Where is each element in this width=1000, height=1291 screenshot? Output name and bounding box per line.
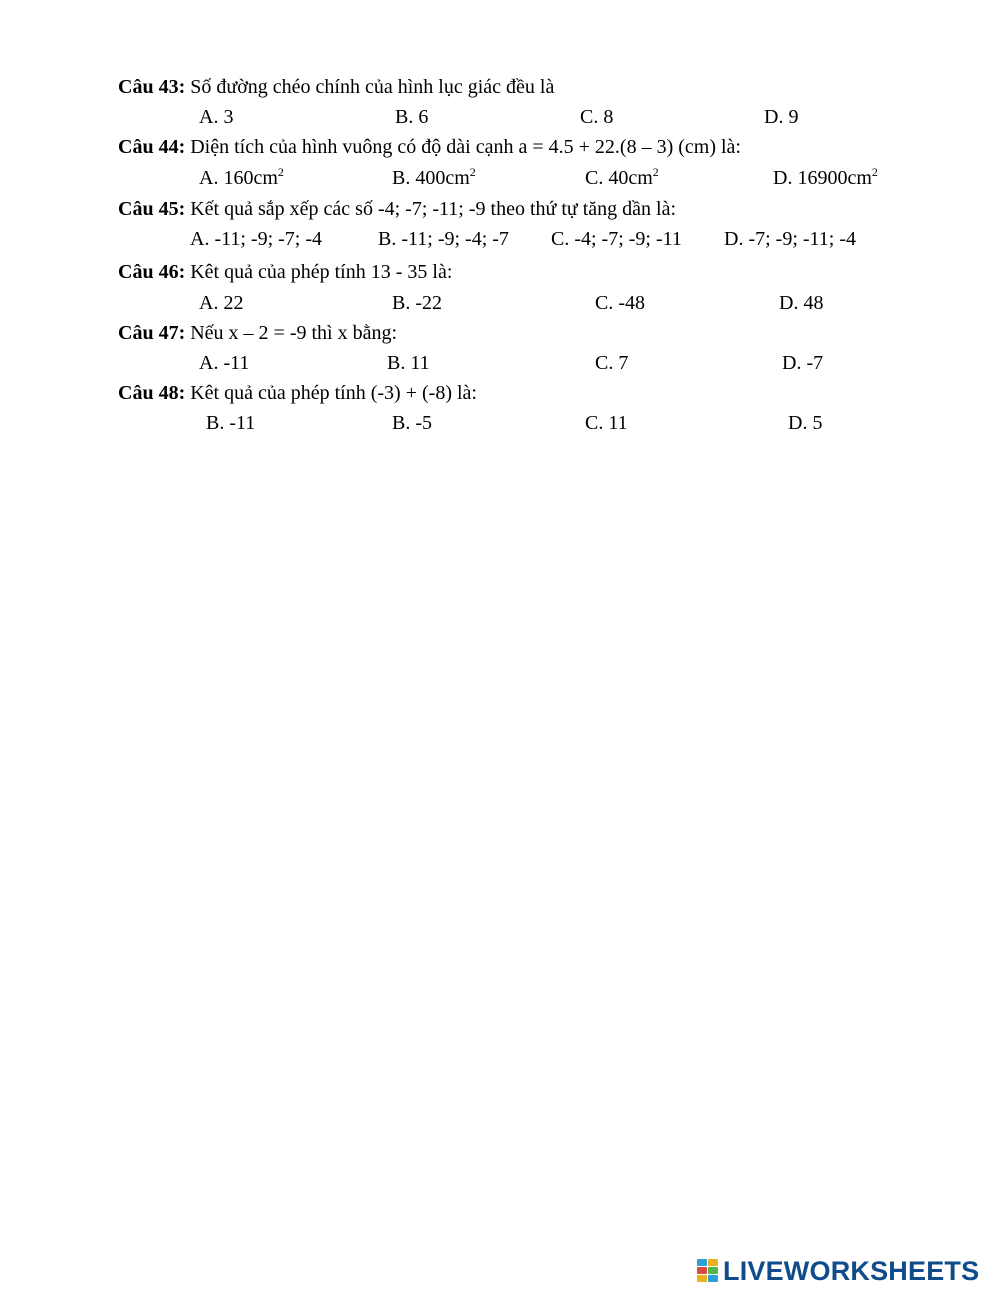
option-48-b: B. -5 (392, 412, 432, 434)
option-43-b: B. 6 (395, 106, 429, 128)
question-label: Câu 45: (118, 198, 186, 220)
question-label: Câu 43: (118, 76, 186, 98)
question-45 (118, 197, 676, 221)
option-45-c: C. -4; -7; -9; -11 (551, 228, 682, 250)
question-text: Nếu x – 2 = -9 thì x bằng: (190, 322, 398, 344)
liveworksheets-logo (697, 1256, 979, 1286)
option-46-b: B. -22 (392, 292, 442, 314)
option-48-c: C. 11 (585, 412, 628, 434)
brand-name: LIVEWORKSHEETS (723, 1256, 980, 1286)
question-text: Diện tích của hình vuông có độ dài cạnh a = 4.5 + 22.(8 – 3) (cm) là: (190, 136, 741, 158)
option-47-d: D. -7 (782, 352, 824, 374)
question-text: Kêt quả của phép tính 13 - 35 là: (190, 261, 453, 283)
option-46-a: A. 22 (199, 292, 244, 314)
option-45-b: B. -11; -9; -4; -7 (378, 228, 509, 250)
option-43-a: A. 3 (199, 106, 234, 128)
option-45-d: D. -7; -9; -11; -4 (724, 228, 857, 250)
question-46 (118, 260, 452, 284)
question-43 (118, 75, 554, 99)
option-44-a: A. $160cm^2$ (199, 165, 284, 189)
option-44-d: D. $16900cm^2$ (773, 165, 878, 189)
question-label: Câu 46: (118, 261, 186, 283)
option-44-c: C. $40cm^2$ (585, 165, 659, 189)
option-48-a: B. -11 (206, 412, 256, 434)
question-text: Kết quả sắp xếp các số -4; -7; -11; -9 theo thứ tự tăng dần là: (190, 198, 677, 220)
option-48-d: D. 5 (788, 412, 823, 434)
question-text: Số đường chéo chính của hình lục giác đều là (190, 76, 555, 98)
option-44-b: B. $400cm^2$ (392, 165, 476, 189)
question-label: Câu 48: (118, 382, 186, 404)
question-47 (118, 321, 397, 345)
option-46-d: D. 48 (779, 292, 824, 314)
option-46-c: C. -48 (595, 292, 645, 314)
question-48 (118, 381, 477, 405)
question-label: Câu 47: (118, 322, 186, 344)
question-44 (118, 135, 741, 159)
question-label: Câu 44: (118, 136, 186, 158)
question-text: Kêt quả của phép tính (-3) + (-8) là: (190, 382, 477, 404)
option-43-c: C. 8 (580, 106, 614, 128)
option-47-a: A. -11 (199, 352, 250, 374)
option-47-b: B. 11 (387, 352, 430, 374)
option-45-a: A. -11; -9; -7; -4 (190, 228, 323, 250)
option-43-d: D. 9 (764, 106, 799, 128)
logo-icon (697, 1259, 719, 1283)
option-47-c: C. 7 (595, 352, 629, 374)
